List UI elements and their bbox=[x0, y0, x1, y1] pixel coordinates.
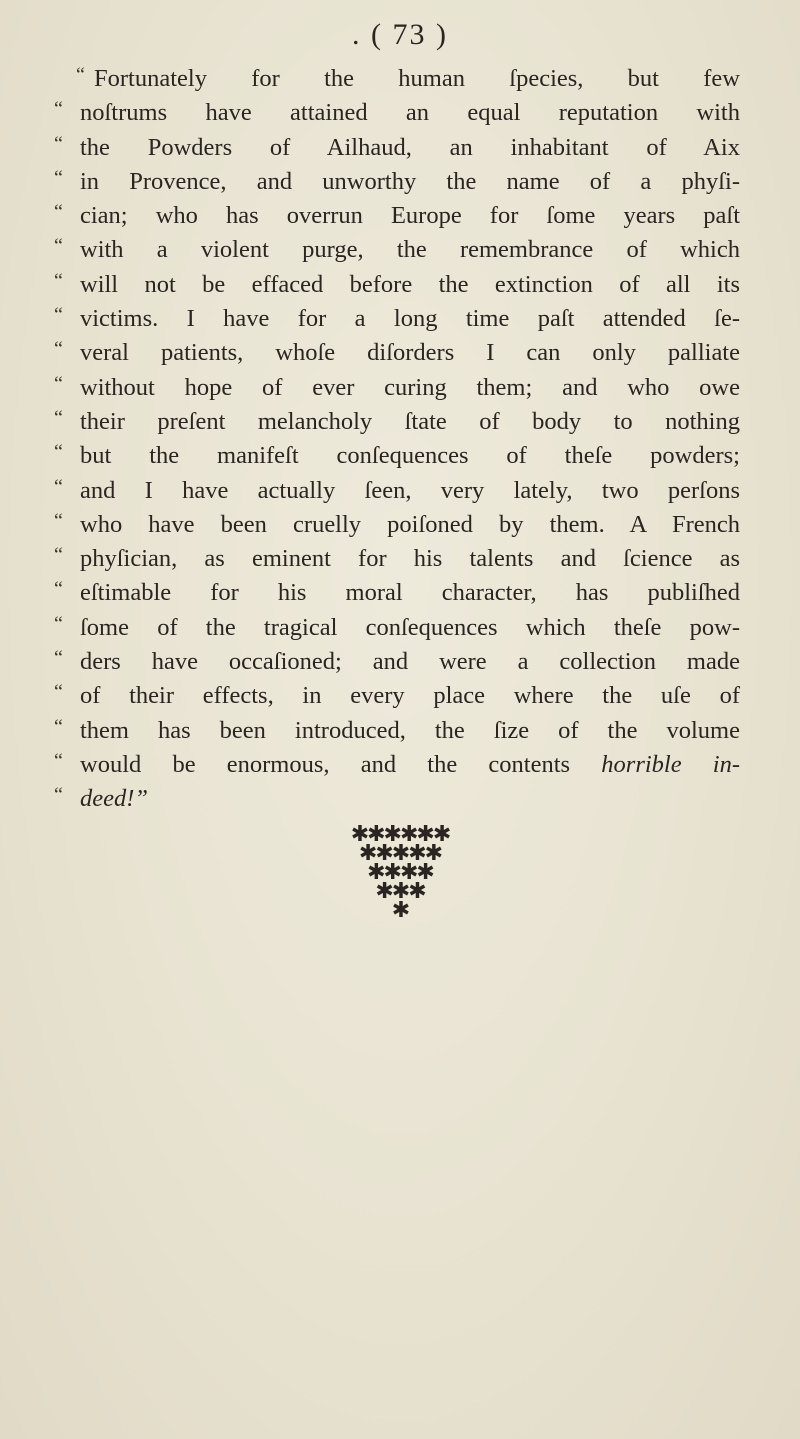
text-line: “ ſome of the tragical conſequences which theſe pow- bbox=[60, 611, 740, 645]
text-line: “ without hope of ever curing them; and who owe bbox=[60, 371, 740, 405]
quote-mark: “ bbox=[54, 612, 63, 635]
quote-mark: “ bbox=[54, 578, 63, 601]
quote-mark: “ bbox=[54, 749, 63, 772]
text-line: “ and I have actually ſeen, very lately, two perſons bbox=[60, 474, 740, 508]
quote-mark: “ bbox=[54, 509, 63, 532]
text-line: “ them has been introduced, the ſize of the volume bbox=[60, 714, 740, 748]
text-line: “ veral patients, whoſe diſorders I can only palliate bbox=[60, 336, 740, 370]
text-line: “ with a violent purge, the remembrance of which bbox=[60, 233, 740, 267]
page-number-header: . ( 73 ) bbox=[352, 18, 448, 51]
text-line: “ the Powders of Ailhaud, an inhabitant of Aix bbox=[60, 131, 740, 165]
ornament-row: ✱✱✱✱✱✱ bbox=[350, 822, 450, 847]
asterism-ornament bbox=[0, 822, 800, 923]
quote-mark: “ bbox=[54, 235, 63, 258]
text-line: “ who have been cruelly poiſoned by them. A French bbox=[60, 508, 740, 542]
quote-mark: “ bbox=[54, 269, 63, 292]
text-line: “ will not be effaced before the extinction of all its bbox=[60, 268, 740, 302]
text-line: “ eſtimable for his moral character, has publiſhed bbox=[60, 576, 740, 610]
ornament-row: ✱ bbox=[391, 898, 409, 923]
ornament-row: ✱✱✱✱ bbox=[367, 860, 433, 885]
text-line: “ in Provence, and unworthy the name of a phyſi- bbox=[60, 165, 740, 199]
quote-mark: “ bbox=[54, 784, 63, 807]
text-line: “ cian; who has overrun Europe for ſome years paſt bbox=[60, 199, 740, 233]
body-text bbox=[54, 62, 741, 817]
quote-mark: “ bbox=[54, 715, 63, 738]
text-line: “ would be enormous, and the contents horrible in- bbox=[60, 748, 740, 782]
text-line: “ noſtrums have attained an equal reputation with bbox=[60, 96, 740, 130]
italic-phrase: horrible in- bbox=[601, 750, 741, 778]
text-line: “ deed!” bbox=[60, 782, 740, 816]
quote-mark: “ bbox=[54, 132, 63, 155]
quote-mark: “ bbox=[54, 647, 63, 670]
quote-mark: “ bbox=[76, 64, 85, 86]
quote-mark: “ bbox=[54, 544, 63, 567]
quote-mark: “ bbox=[54, 338, 63, 361]
text-line: “ their preſent melancholy ſtate of body to nothing bbox=[60, 405, 740, 439]
text-line: “ phyſician, as eminent for his talents and ſcience as bbox=[60, 542, 740, 576]
ornament-row: ✱✱✱ bbox=[375, 879, 425, 904]
quote-mark: “ bbox=[54, 441, 63, 464]
text-line: “ but the manifeſt conſequences of theſe powders; bbox=[60, 439, 740, 473]
quote-mark: “ bbox=[54, 304, 63, 327]
quote-mark: “ bbox=[54, 475, 63, 498]
text-line: “ Fortunately for the human ſpecies, but few bbox=[60, 62, 740, 96]
text-line: “ ders have occaſioned; and were a collection made bbox=[60, 645, 740, 679]
quote-mark: “ bbox=[54, 166, 63, 189]
ornament-row: ✱✱✱✱✱ bbox=[358, 841, 442, 866]
quote-mark: “ bbox=[54, 372, 63, 395]
text-line: “ of their effects, in every place where the uſe of bbox=[60, 679, 740, 713]
quote-mark: “ bbox=[54, 406, 63, 429]
quote-mark: “ bbox=[54, 681, 63, 704]
quote-mark: “ bbox=[54, 201, 63, 224]
text-line: “ victims. I have for a long time paſt attended ſe- bbox=[60, 302, 740, 336]
quote-mark: “ bbox=[54, 98, 63, 121]
